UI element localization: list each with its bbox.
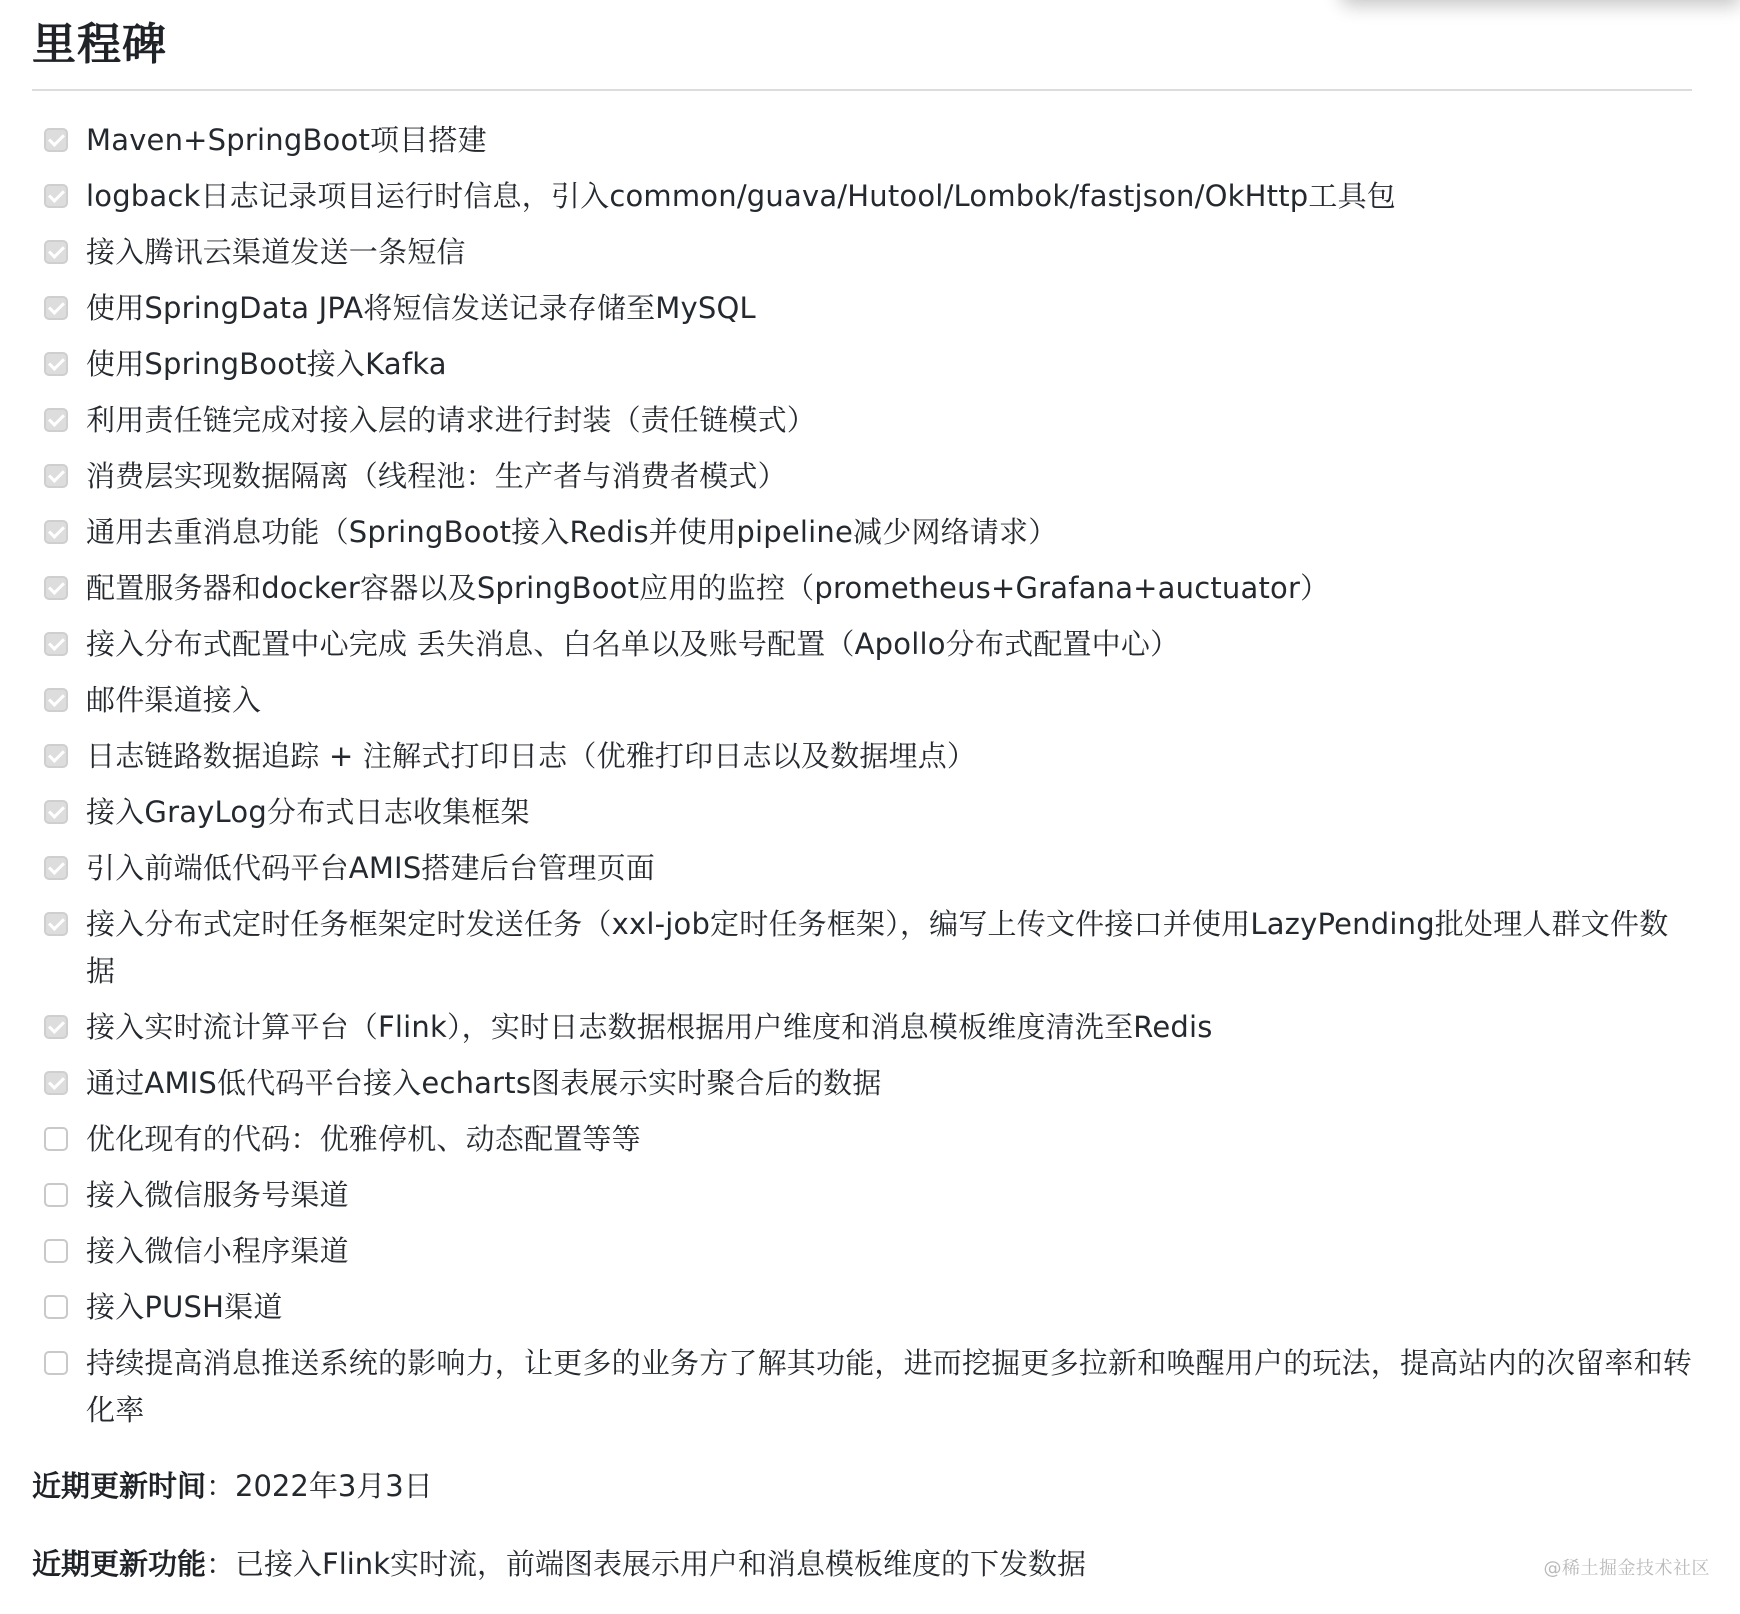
task-label: 邮件渠道接入 [86, 683, 262, 717]
task-checkbox-unchecked[interactable] [44, 1239, 68, 1263]
task-item [32, 1284, 1692, 1331]
task-checkbox-checked[interactable] [44, 464, 68, 488]
task-label: 接入实时流计算平台（Flink），实时日志数据根据用户维度和消息模板维度清洗至Redis [86, 1010, 1213, 1044]
task-label: 通过AMIS低代码平台接入echarts图表展示实时聚合后的数据 [86, 1066, 882, 1100]
recent-update-feature-value: ：已接入Flink实时流，前端图表展示用户和消息模板维度的下发数据 [206, 1547, 1086, 1581]
recent-update-feature-label: 近期更新功能 [32, 1547, 207, 1581]
task-label: logback日志记录项目运行时信息，引入common/guava/Hutool/Lombok/fastjson/OkHttp工具包 [86, 179, 1396, 213]
task-label: 配置服务器和docker容器以及SpringBoot应用的监控（prometheus+Grafana+auctuator） [86, 571, 1330, 605]
task-item [32, 733, 1692, 780]
task-checkbox-checked[interactable] [44, 576, 68, 600]
task-checkbox-checked[interactable] [44, 1071, 68, 1095]
task-checkbox-checked[interactable] [44, 408, 68, 432]
task-item [32, 1060, 1692, 1107]
task-label: 引入前端低代码平台AMIS搭建后台管理页面 [86, 851, 656, 885]
task-label: 持续提高消息推送系统的影响力，让更多的业务方了解其功能，进而挖掘更多拉新和唤醒用户的玩法，提高站内的次留率和转化率 [86, 1346, 1693, 1427]
task-item [32, 285, 1692, 332]
task-label: 接入GrayLog分布式日志收集框架 [86, 795, 530, 829]
task-label: 使用SpringBoot接入Kafka [86, 347, 447, 381]
task-label: 日志链路数据追踪 + 注解式打印日志（优雅打印日志以及数据埋点） [86, 739, 977, 773]
task-item [32, 789, 1692, 836]
task-item [32, 845, 1692, 892]
task-checkbox-checked[interactable] [44, 296, 68, 320]
recent-update-time [32, 1464, 1692, 1508]
page-title: 里程碑 [32, 19, 167, 70]
heading-divider [32, 89, 1692, 91]
task-item [32, 621, 1692, 668]
task-item [32, 173, 1692, 220]
task-item [32, 1340, 1692, 1434]
task-checkbox-checked[interactable] [44, 240, 68, 264]
task-item [32, 117, 1692, 164]
task-checkbox-checked[interactable] [44, 352, 68, 376]
task-checkbox-checked[interactable] [44, 632, 68, 656]
milestone-section [32, 10, 1692, 1586]
task-checkbox-checked[interactable] [44, 520, 68, 544]
task-label: 接入PUSH渠道 [86, 1290, 283, 1324]
task-checkbox-checked[interactable] [44, 128, 68, 152]
task-checkbox-checked[interactable] [44, 1015, 68, 1039]
task-label: 优化现有的代码：优雅停机、动态配置等等 [86, 1122, 641, 1156]
task-checkbox-checked[interactable] [44, 800, 68, 824]
task-label: 接入微信小程序渠道 [86, 1234, 349, 1268]
task-checkbox-unchecked[interactable] [44, 1351, 68, 1375]
task-label: 消费层实现数据隔离（线程池：生产者与消费者模式） [86, 459, 787, 493]
task-checkbox-checked[interactable] [44, 912, 68, 936]
task-label: 通用去重消息功能（SpringBoot接入Redis并使用pipeline减少网络请求） [86, 515, 1058, 549]
task-item [32, 453, 1692, 500]
recent-update-feature [32, 1542, 1692, 1586]
task-label: 利用责任链完成对接入层的请求进行封装（责任链模式） [86, 403, 817, 437]
task-label: 接入分布式定时任务框架定时发送任务（xxl-job定时任务框架），编写上传文件接口并使用LazyPending批处理人群文件数据 [86, 907, 1669, 988]
task-item [32, 1116, 1692, 1163]
task-label: 接入微信服务号渠道 [86, 1178, 349, 1212]
task-item [32, 1172, 1692, 1219]
recent-update-time-label: 近期更新时间 [32, 1469, 207, 1503]
task-item [32, 397, 1692, 444]
task-item [32, 677, 1692, 724]
task-label: 接入腾讯云渠道发送一条短信 [86, 235, 466, 269]
task-item [32, 229, 1692, 276]
task-checkbox-checked[interactable] [44, 744, 68, 768]
task-checkbox-checked[interactable] [44, 184, 68, 208]
task-label: 使用SpringData JPA将短信发送记录存储至MySQL [86, 291, 756, 325]
task-item [32, 509, 1692, 556]
recent-update-time-value: ：2022年3月3日 [206, 1469, 433, 1503]
task-checkbox-checked[interactable] [44, 856, 68, 880]
task-label: Maven+SpringBoot项目搭建 [86, 123, 487, 157]
task-label: 接入分布式配置中心完成 丢失消息、白名单以及账号配置（Apollo分布式配置中心） [86, 627, 1180, 661]
task-list [32, 117, 1692, 1434]
task-checkbox-unchecked[interactable] [44, 1183, 68, 1207]
task-checkbox-unchecked[interactable] [44, 1295, 68, 1319]
task-checkbox-unchecked[interactable] [44, 1127, 68, 1151]
task-item [32, 901, 1692, 995]
task-item [32, 1004, 1692, 1051]
task-item [32, 565, 1692, 612]
task-checkbox-checked[interactable] [44, 688, 68, 712]
watermark: @稀土掘金技术社区 [1543, 1558, 1710, 1579]
task-item [32, 1228, 1692, 1275]
task-item [32, 341, 1692, 388]
